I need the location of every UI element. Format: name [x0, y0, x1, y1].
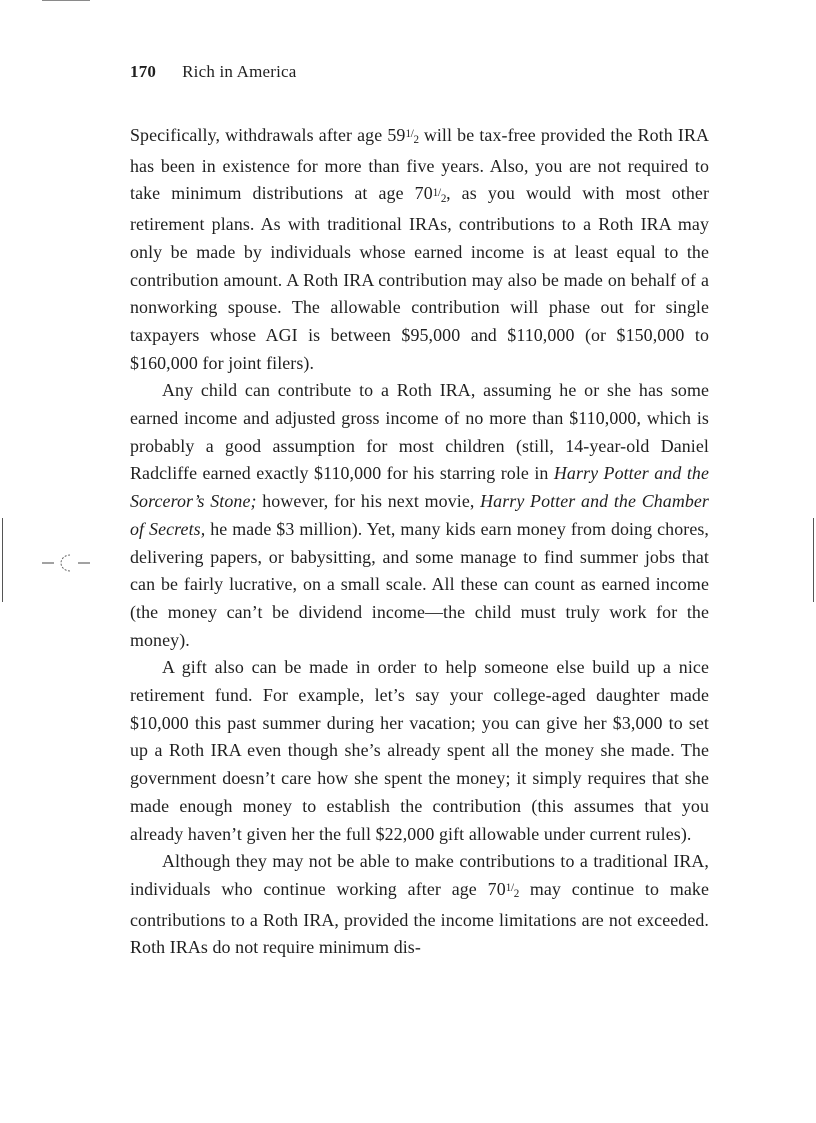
running-title: Rich in America — [182, 62, 297, 81]
registration-mark-icon — [40, 552, 92, 574]
book-title: Harry Potter and the Sorceror’s Stone; — [130, 463, 709, 512]
fraction-numerator: 1 — [505, 882, 511, 895]
text-run: however, for his next movie, — [256, 491, 481, 512]
text-run: Any child can contribute to a Roth IRA, assuming he or she has some earned income and adjusted gross income of no more than $110,000, which is probably a good assumption for most children (still, 14-year-old Daniel Radcliffe earned exactly $110,000 for his starring role in — [130, 380, 709, 484]
fraction-half — [505, 882, 520, 901]
fraction-half — [432, 186, 447, 205]
fraction-slash: / — [410, 128, 414, 141]
paragraph-4 — [130, 848, 709, 962]
paragraph-3: A gift also can be made in order to help someone else build up a nice retirement fund. For example, let’s say your college-aged daughter made $10,000 this past summer during her vacation; you can give her $3,000 to set up a Roth IRA even though she’s already spent all the money she made. The government doesn’t care how she spent the money; it simply requires that she made enough money to establish the contribution (this assumes that you already haven’t given her the full $22,000 gift allowable under current rules). — [130, 657, 709, 844]
crop-mark-top — [42, 0, 90, 1]
fraction-numerator: 1 — [405, 128, 411, 141]
paragraph-2 — [130, 377, 709, 654]
crop-mark-left — [2, 518, 3, 602]
running-head — [130, 62, 297, 82]
text-run: Specifically, withdrawals after age 59 — [130, 125, 406, 145]
text-run: he made $3 million). Yet, many kids earn money from doing chores, delivering papers, or babysitting, and some manage to find summer jobs that can be fairly lucrative, on a small scale. All these can count as earned income (the money can’t be dividend income—the child must truly work for the money). — [130, 518, 709, 650]
body-text — [130, 122, 709, 962]
fraction-denominator: 2 — [413, 134, 419, 147]
page-number: 170 — [130, 62, 157, 81]
paragraph-1 — [130, 122, 709, 377]
text-run: will be tax-free provided the Roth IRA has been in existence for more than five years. Also, you are not required to take minimum distributions at age 70 — [130, 125, 709, 204]
book-title: Harry Potter and the Chamber of Secrets, — [130, 491, 709, 539]
text-run: may continue to make contributions to a Roth IRA, provided the income limitations are not exceeded. Roth IRAs do not require minimum dis- — [130, 878, 709, 958]
fraction-slash: / — [438, 186, 441, 199]
fraction-numerator: 1 — [432, 186, 439, 199]
fraction-denominator: 2 — [440, 192, 447, 205]
fraction-half — [405, 128, 419, 147]
fraction-denominator: 2 — [513, 888, 520, 901]
fraction-slash: / — [511, 882, 514, 895]
crop-mark-right — [813, 518, 814, 602]
text-run: Although they may not be able to make contributions to a traditional IRA, individuals who continue working after age 70 — [130, 851, 709, 899]
text-run: , as you would with most other retirement plans. As with traditional IRAs, contributions to a Roth IRA may only be made by individuals whose earned income is at least equal to the contribution amount. A Roth IRA contribution may also be made on behalf of a nonworking spouse. The allowable contribution will phase out for single taxpayers whose AGI is between $95,000 and $110,000 (or $150,000 to $160,000 for joint filers). — [130, 183, 710, 373]
